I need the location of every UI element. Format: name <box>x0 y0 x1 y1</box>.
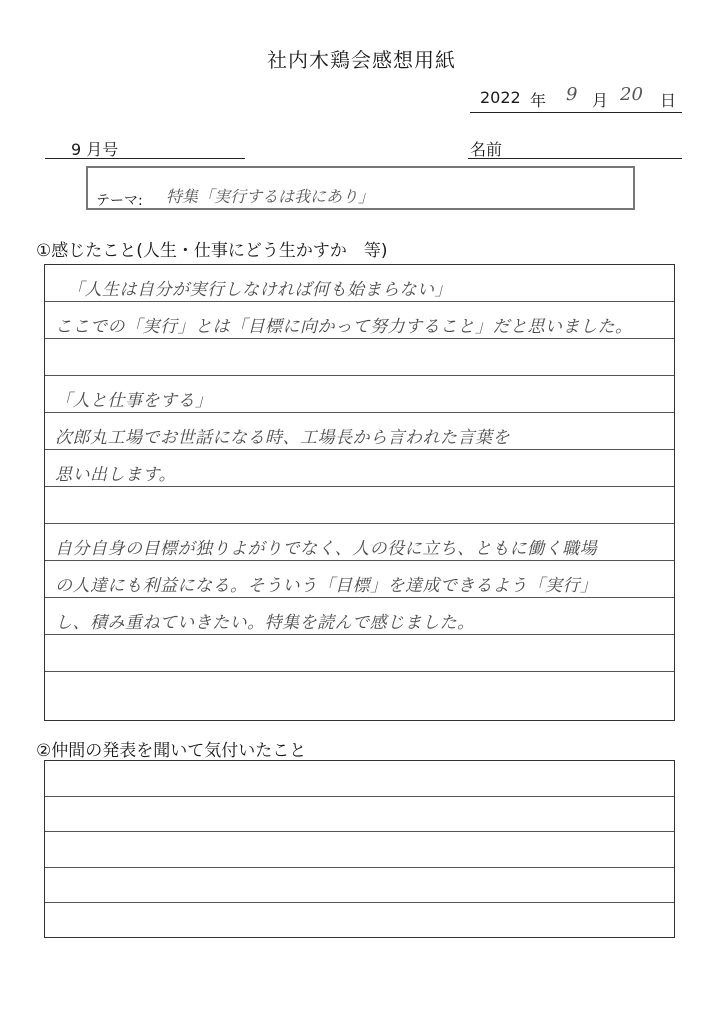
handwritten-line: の人達にも利益になる。そういう「目標」を達成できるよう「実行」 <box>55 576 598 596</box>
date-field <box>470 86 682 113</box>
ruled-line <box>45 560 674 561</box>
handwritten-line: ここでの「実行」とは「目標に向かって努力すること」だと思いました。 <box>55 317 633 337</box>
ruled-line <box>45 634 674 635</box>
theme-label: テーマ: <box>96 193 143 209</box>
ruled-line <box>45 867 674 868</box>
handwritten-line: 次郎丸工場でお世話になる時、工場長から言われた言葉を <box>55 428 510 448</box>
name-label: 名前 <box>470 140 503 159</box>
ruled-line <box>45 671 674 672</box>
name-field <box>468 136 682 159</box>
date-month-unit: 月 <box>592 91 609 110</box>
date-day-value: 20 <box>620 84 643 105</box>
section1-heading: ①感じたこと(人生・仕事にどう生かすか 等) <box>36 241 388 261</box>
handwritten-line: し、積み重ねていきたい。特集を読んで感じました。 <box>55 613 475 633</box>
ruled-line <box>45 375 674 376</box>
ruled-line <box>45 449 674 450</box>
ruled-line <box>45 301 674 302</box>
date-year-unit: 年 <box>530 91 547 110</box>
issue-field <box>45 136 245 159</box>
ruled-line <box>45 831 674 832</box>
date-year: 2022 <box>480 88 521 107</box>
section2-heading: ②仲間の発表を聞いて気付いたこと <box>36 741 307 761</box>
section2-grid <box>44 760 675 938</box>
ruled-line <box>45 902 674 903</box>
ruled-line <box>45 412 674 413</box>
ruled-line <box>45 523 674 524</box>
handwritten-line: 思い出します。 <box>55 465 177 485</box>
ruled-line <box>45 796 674 797</box>
theme-box <box>86 166 635 210</box>
ruled-line <box>45 486 674 487</box>
date-day-unit: 日 <box>660 91 677 110</box>
handwritten-line: 「人と仕事をする」 <box>55 391 213 411</box>
theme-value: 特集「実行するは我にあり」 <box>166 187 375 206</box>
form-title: 社内木鶏会感想用紙 <box>267 48 456 72</box>
section1-grid <box>44 264 675 721</box>
ruled-line <box>45 597 674 598</box>
handwritten-line: 自分自身の目標が独りよがりでなく、人の役に立ち、ともに働く職場 <box>55 539 598 559</box>
ruled-line <box>45 338 674 339</box>
handwritten-line: 「人生は自分が実行しなければ何も始まらない」 <box>67 280 452 300</box>
date-month-value: 9 <box>566 84 578 105</box>
issue-label: 9 月号 <box>71 140 119 159</box>
